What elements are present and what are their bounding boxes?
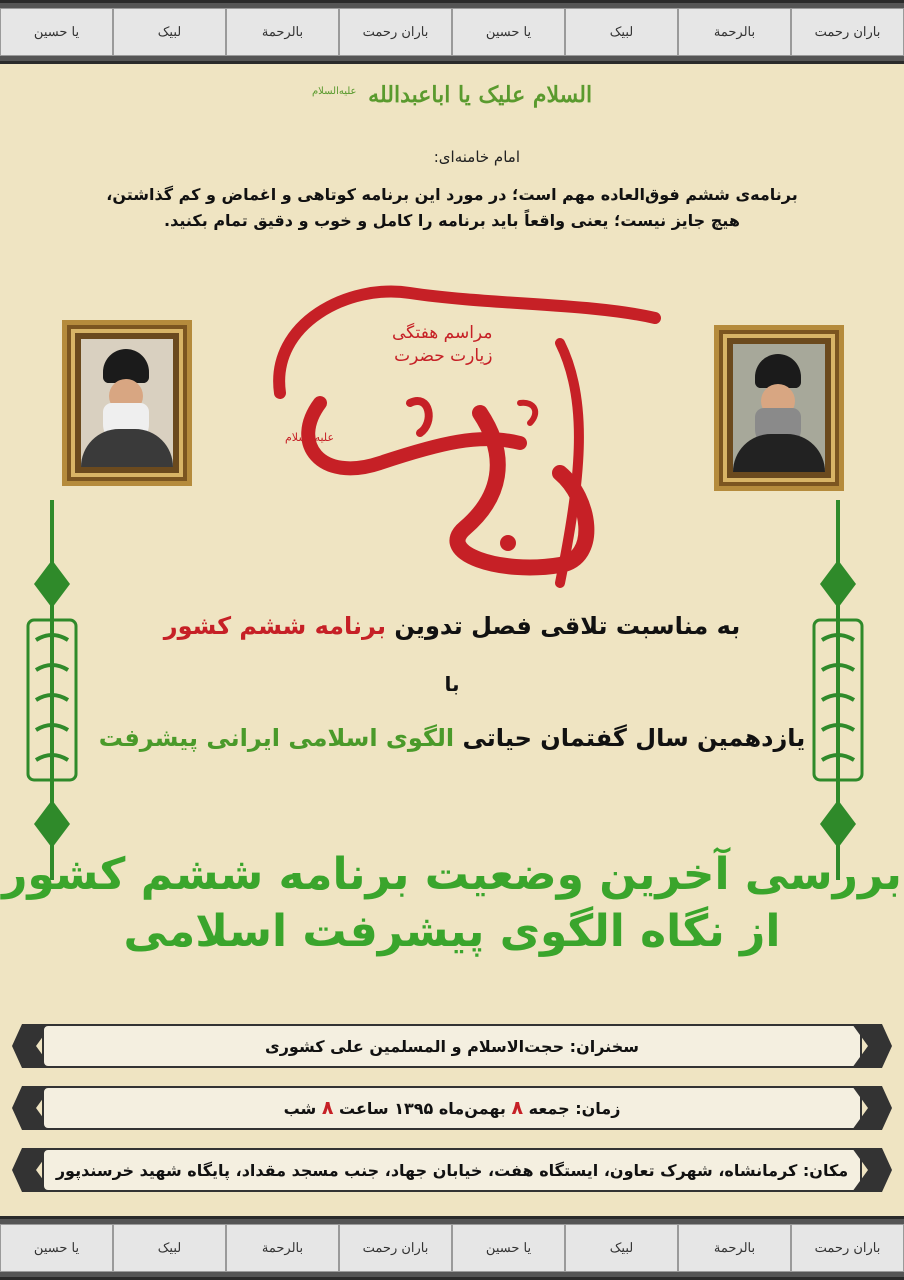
time-banner xyxy=(12,1082,892,1134)
time-text xyxy=(284,1097,621,1119)
frieze-cell: یا حسین xyxy=(452,1224,565,1272)
frieze-cell: بالرحمة xyxy=(678,8,791,56)
frieze-cell: باران رحمت xyxy=(791,8,904,56)
abbas-honorific: علیه‌السلام xyxy=(285,431,335,444)
frieze-cell: بالرحمة xyxy=(226,8,339,56)
time-month: بهمن‌ماه ۱۳۹۵ ساعت xyxy=(339,1099,506,1118)
headline xyxy=(0,846,904,960)
occasion-line-1-accent: برنامه ششم کشور xyxy=(163,612,386,640)
quote-block xyxy=(100,182,804,235)
quote-line: برنامه‌ی ششم فوق‌العاده مهم است؛ در مورد این برنامه کوتاهی و اغماض و کم گذاشتن، xyxy=(106,185,798,204)
occasion-line-2-accent: الگوی اسلامی ایرانی پیشرفت xyxy=(98,724,455,752)
event-title-line: مراسم هفتگی xyxy=(392,323,493,343)
location-text: مکان: کرمانشاه، شهرک تعاون، ایستگاه هفت، خیابان جهاد، جنب مسجد مقداد، پایگاه شهید خرسندپور xyxy=(55,1160,849,1180)
location-banner xyxy=(12,1144,892,1196)
portrait-left xyxy=(62,320,192,486)
headline-line: بررسی آخرین وضعیت برنامه ششم کشور xyxy=(2,849,902,900)
frieze-cell: لبیک xyxy=(113,8,226,56)
frieze-cell: لبیک xyxy=(565,1224,678,1272)
occasion-with: با xyxy=(444,672,460,696)
time-day: ۸ xyxy=(511,1097,524,1119)
frieze-cell: لبیک xyxy=(565,8,678,56)
time-prefix: زمان: جمعه xyxy=(528,1099,621,1118)
headline-line: از نگاه الگوی پیشرفت اسلامی xyxy=(123,906,781,958)
banner-cap-right xyxy=(852,1020,892,1072)
banner-cap-right xyxy=(852,1144,892,1196)
greeting-text: السلام علیک یا اباعبدالله xyxy=(368,82,593,108)
event-title xyxy=(392,322,492,368)
banner-cap-right xyxy=(852,1082,892,1134)
frieze-cell: بالرحمة xyxy=(678,1224,791,1272)
greeting xyxy=(0,82,904,108)
quote-line: هیچ جایز نیست؛ یعنی واقعاً باید برنامه را کامل و خوب و دقیق تمام بکنید. xyxy=(164,211,740,231)
frieze-cell: باران رحمت xyxy=(339,8,452,56)
frieze-cell: یا حسین xyxy=(0,8,113,56)
occasion-line-1-prefix: به مناسبت تلاقی فصل تدوین xyxy=(394,612,741,640)
portrait-photo xyxy=(733,344,825,472)
frieze-cell: باران رحمت xyxy=(791,1224,904,1272)
occasion-line-1 xyxy=(0,612,904,640)
portrait-right xyxy=(714,325,844,491)
quote-attribution: امام خامنه‌ای: xyxy=(433,148,520,166)
frieze-cell: باران رحمت xyxy=(339,1224,452,1272)
frieze-cell: بالرحمة xyxy=(226,1224,339,1272)
frieze-cell: لبیک xyxy=(113,1224,226,1272)
time-hour: ۸ xyxy=(321,1097,334,1119)
occasion-line-2 xyxy=(0,724,904,752)
occasion-line-2-prefix: یازدهمین سال گفتمان حیاتی xyxy=(462,724,806,752)
top-frieze xyxy=(0,0,904,64)
bottom-frieze xyxy=(0,1216,904,1280)
portrait-photo xyxy=(81,339,173,467)
frieze-cell: یا حسین xyxy=(452,8,565,56)
speaker-banner xyxy=(12,1020,892,1072)
time-suffix: شب xyxy=(283,1099,317,1118)
speaker-text: سخنران: حجت‌الاسلام و المسلمین علی کشوری xyxy=(265,1036,639,1056)
frieze-cell: یا حسین xyxy=(0,1224,113,1272)
event-title-line: زیارت حضرت xyxy=(394,345,493,366)
greeting-honorific: علیه‌السلام xyxy=(311,85,357,97)
